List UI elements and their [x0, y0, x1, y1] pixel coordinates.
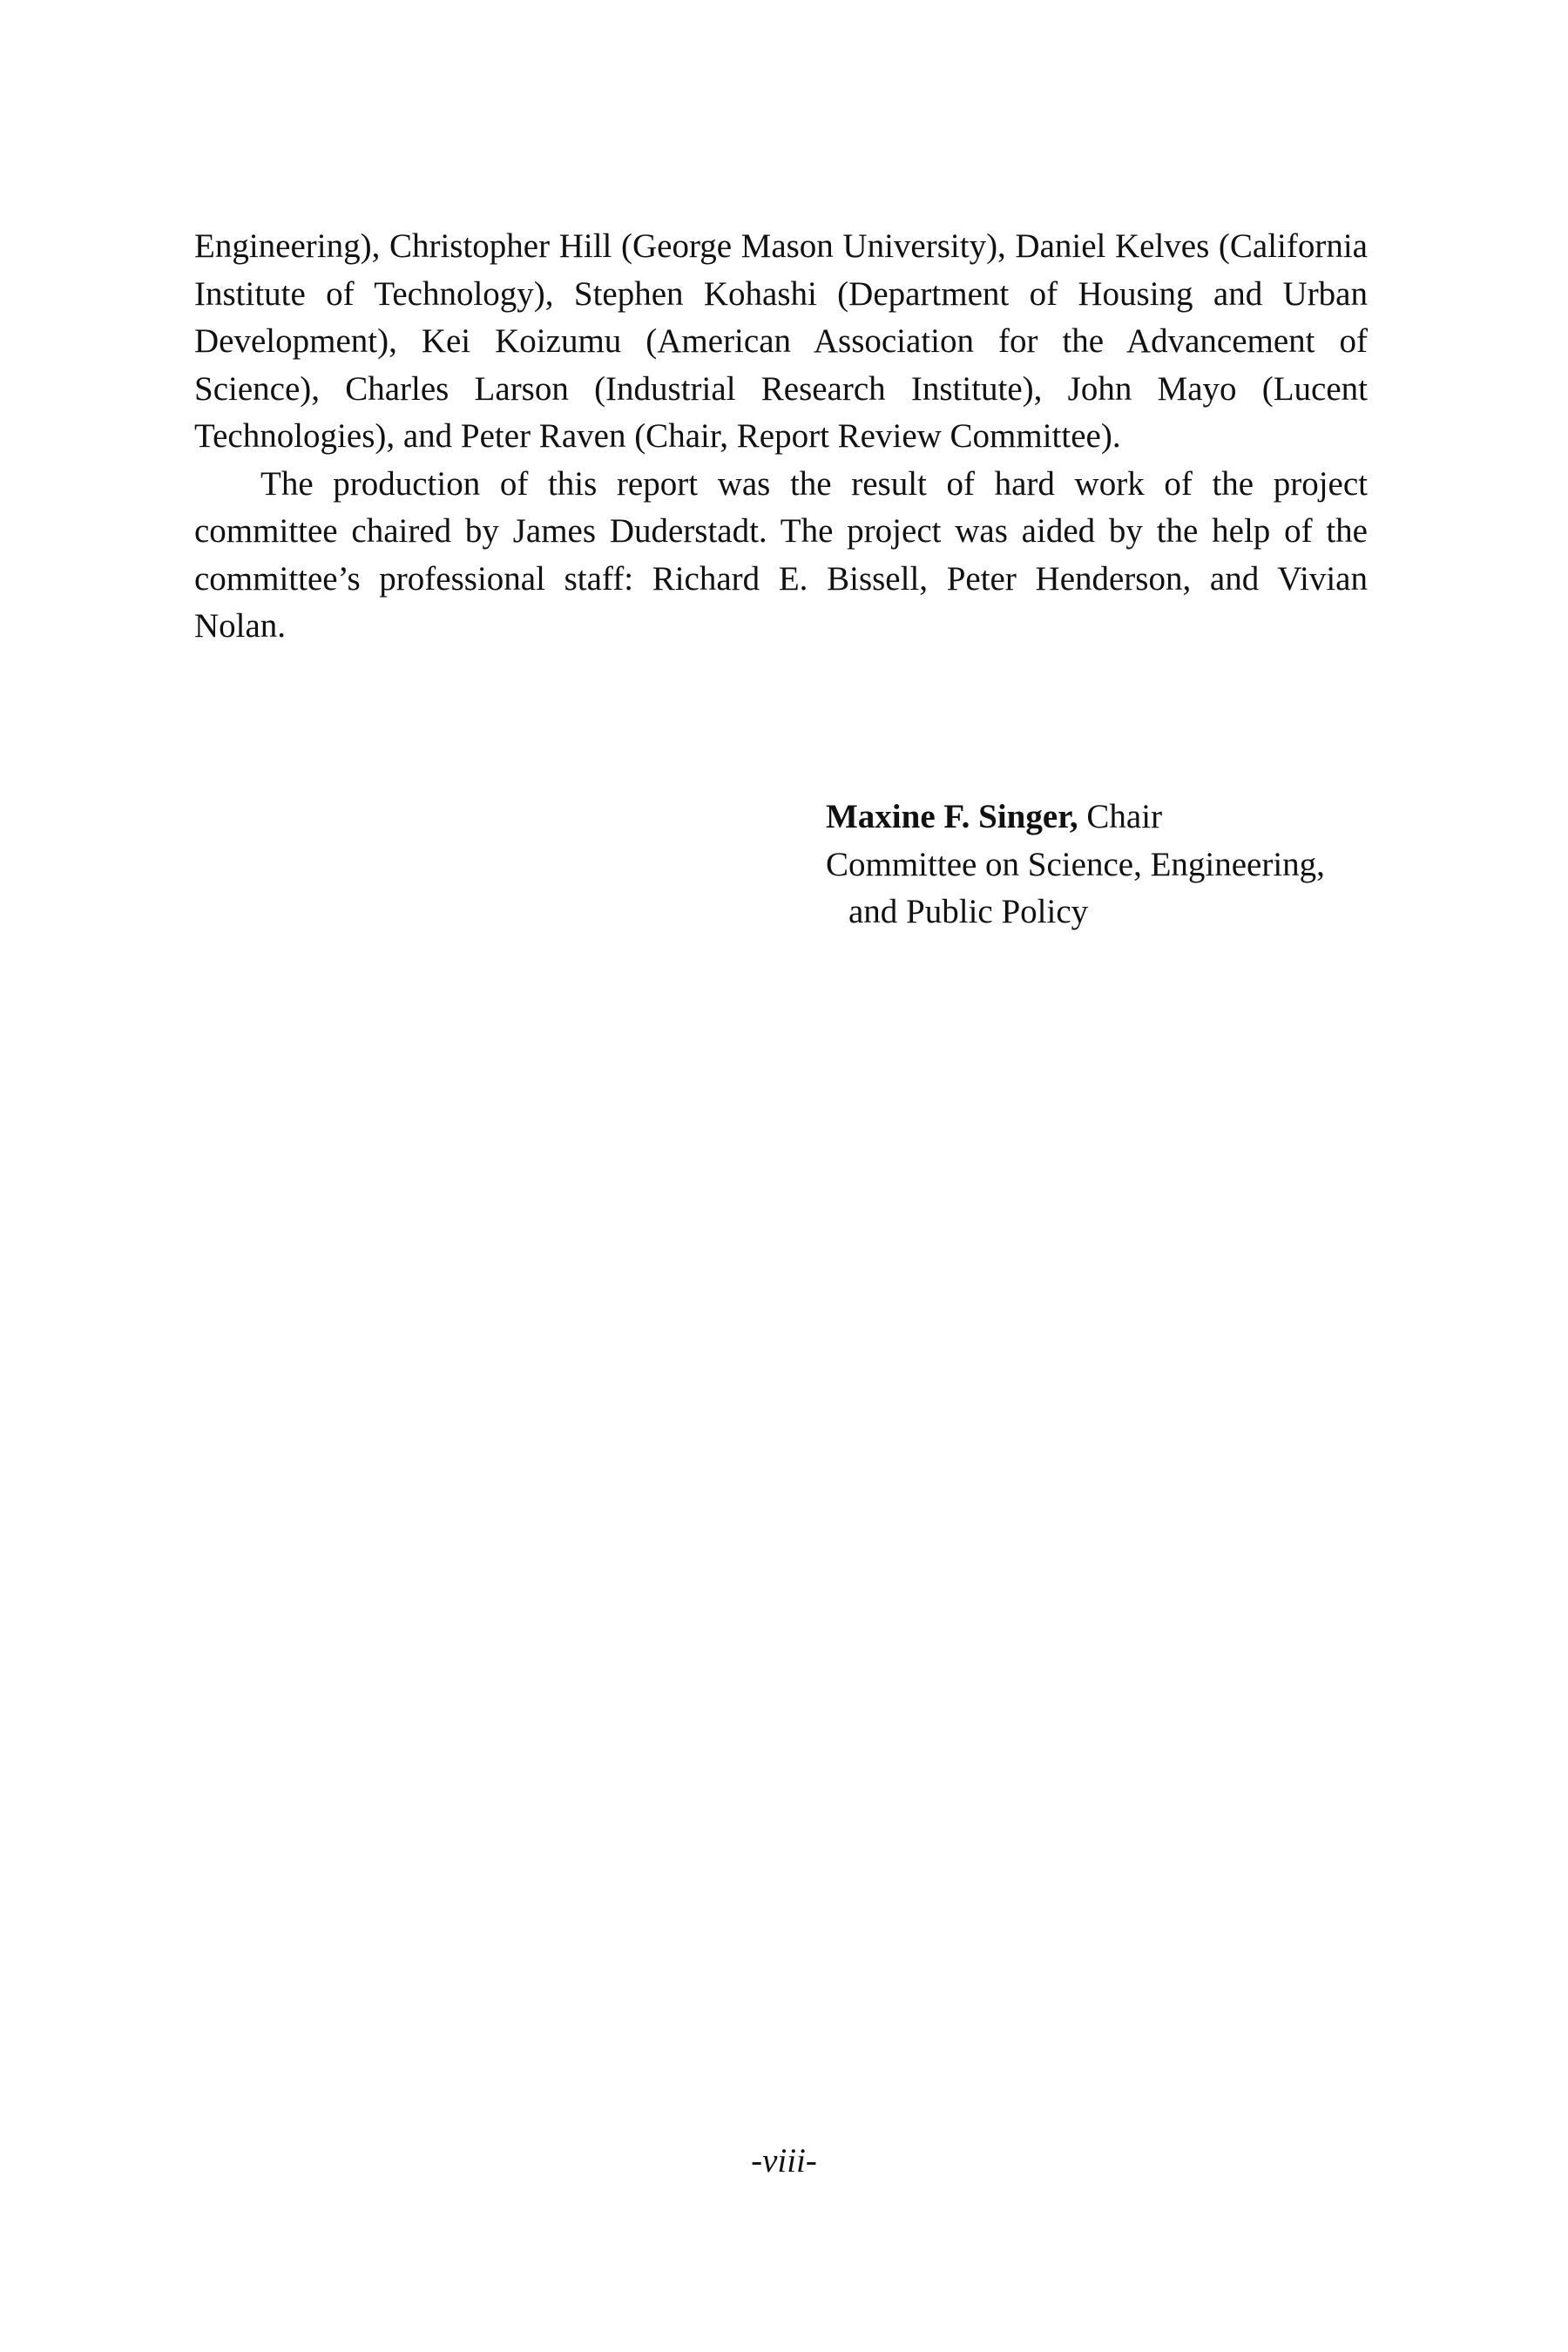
signature-block: [826, 794, 1401, 936]
body-text: [194, 223, 1368, 651]
acknowledgment-paragraph-continued: Engineering), Christopher Hill (George Mason University), Daniel Kelves (California Institute of Technology), Stephen Kohashi (Department of Housing and Urban Development), Kei Koizumu (American Association for the Advancement of Science), Charles Larson (Industrial Research Institute), John Mayo (Lucent Technologies), and Peter Raven (Chair, Report Review Committee).: [194, 227, 1368, 455]
signature-name-line: [826, 794, 1401, 841]
page-number: -viii-: [751, 2142, 817, 2180]
signer-name: Maxine F. Singer,: [826, 798, 1078, 835]
production-paragraph: The production of this report was the result of hard work of the project committee chaired by James Duderstadt. The project was aided by the help of the committee’s professional staff: Richard E. Bissell, Peter Henderson, and Vivian Nolan.: [194, 464, 1368, 645]
signer-role: Chair: [1078, 798, 1163, 835]
committee-line-1: Committee on Science, Engineering,: [826, 845, 1325, 883]
committee-line-2: and Public Policy: [848, 893, 1089, 930]
